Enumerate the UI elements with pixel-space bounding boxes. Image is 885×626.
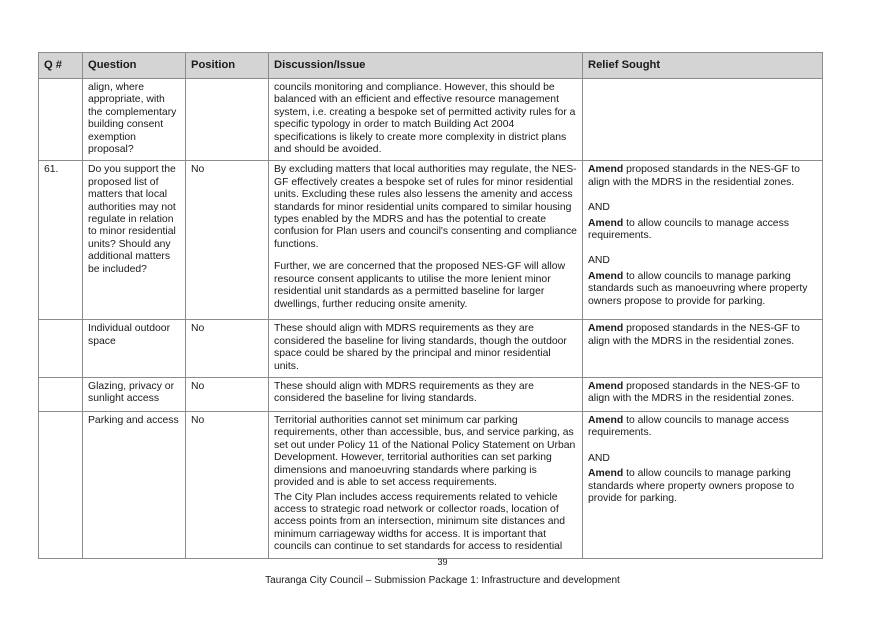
relief-item (588, 381, 817, 406)
cell-question: Parking and access (83, 412, 186, 558)
cell-q-number (39, 378, 83, 412)
cell-relief (583, 378, 823, 412)
discussion-paragraph: By excluding matters that local authorities may regulate, the NES-GF effectively creates a bespoke set of rules for minor residential units. Excluding these rules also lessens the amenity and access standards for minor residential units compared to similar housing types enabled by the MDRS and has the potential to create confusion for Plan users and council's consenting and compliance functions. (274, 164, 577, 250)
discussion-paragraph: These should align with MDRS requirements as they are considered the baseline for living standards, though the outdoor space could be shared by the principal and minor residential units. (274, 323, 567, 372)
relief-item (588, 164, 817, 189)
relief-and: AND (588, 202, 610, 214)
cell-question: Do you support the proposed list of matters that local authorities may not regulate in relation to minor residential units? Should any additional matters be included? (83, 161, 186, 320)
table-row (39, 320, 823, 378)
relief-text: to allow councils to manage access requirements. (588, 415, 789, 439)
cell-relief (583, 320, 823, 378)
relief-and: AND (588, 452, 610, 464)
relief-text: proposed standards in the NES-GF to align with the MDRS in the residential zones. (588, 164, 800, 188)
cell-question: Individual outdoor space (83, 320, 186, 378)
discussion-paragraph: The City Plan includes access requirements related to vehicle access to strategic road network or collector roads, location of access points from an intersection, minimum site distances and minimum carriageway widths for access. It is important that councils can continue to set standards for access to residential (274, 491, 566, 553)
relief-verb: Amend (588, 164, 624, 176)
page-number: 39 (437, 557, 448, 567)
relief-verb: Amend (588, 468, 624, 480)
cell-position: No (186, 161, 269, 320)
table-row (39, 161, 823, 320)
discussion-paragraph: councils monitoring and compliance. However, this should be balanced with an efficient and effective resource management system, i.e. creating a bespoke set of permitted activity rules for a specific typology in order to match Building Act 2004 specifications is likely to create more complexity in district plans and should be avoided. (274, 82, 576, 156)
cell-discussion (269, 378, 583, 412)
cell-q-number (39, 412, 83, 558)
relief-text: to allow councils to manage parking standards such as manoeuvring where property owners propose to provide for parking. (588, 270, 808, 307)
relief-text: proposed standards in the NES-GF to align with the MDRS in the residential zones. (588, 323, 800, 347)
table-header-row (39, 53, 823, 79)
table-row (39, 378, 823, 412)
page-footer: Tauranga City Council – Submission Package 1: Infrastructure and development (265, 575, 620, 586)
discussion-paragraph: These should align with MDRS requirements as they are considered the baseline for living standards. (274, 381, 534, 405)
cell-position (186, 79, 269, 161)
submission-table (38, 52, 823, 559)
cell-question: align, where appropriate, with the complementary building consent exemption proposal? (83, 79, 186, 161)
cell-position: No (186, 320, 269, 378)
relief-item (588, 323, 817, 348)
discussion-paragraph: Further, we are concerned that the proposed NES-GF will allow resource consent applicants to utilise the more lenient minor residential unit standards as a permitted baseline for larger dwellings, further reducing onsite amenity. (274, 261, 566, 310)
cell-discussion (269, 161, 583, 320)
table-row (39, 412, 823, 558)
relief-item (588, 271, 817, 308)
header-position: Position (186, 53, 269, 79)
relief-verb: Amend (588, 217, 624, 229)
discussion-paragraph: Territorial authorities cannot set minimum car parking requirements, other than accessible, bus, and service parking, as set out under Policy 11 of the National Policy Statement on Urban Development. However, territorial authorities can set parking dimensions and manoeuvring standards where parking is provided and is able to set access requirements. (274, 415, 576, 489)
cell-discussion (269, 320, 583, 378)
relief-item (588, 468, 817, 505)
cell-relief (583, 161, 823, 320)
relief-verb: Amend (588, 415, 624, 427)
relief-verb: Amend (588, 381, 624, 393)
relief-and: AND (588, 255, 610, 267)
header-discussion: Discussion/Issue (269, 53, 583, 79)
cell-position: No (186, 412, 269, 558)
header-q-number: Q # (39, 53, 83, 79)
cell-q-number: 61. (39, 161, 83, 320)
cell-position: No (186, 378, 269, 412)
relief-text: to allow councils to manage parking standards where property owners propose to provide for parking. (588, 468, 795, 505)
cell-relief (583, 412, 823, 558)
header-relief: Relief Sought (583, 53, 823, 79)
relief-text: to allow councils to manage access requirements. (588, 217, 789, 242)
cell-q-number (39, 320, 83, 378)
relief-text: proposed standards in the NES-GF to align with the MDRS in the residential zones. (588, 381, 800, 405)
cell-discussion (269, 412, 583, 558)
header-question: Question (83, 53, 186, 79)
cell-discussion (269, 79, 583, 161)
cell-relief (583, 79, 823, 161)
cell-question: Glazing, privacy or sunlight access (83, 378, 186, 412)
table-row (39, 79, 823, 161)
relief-verb: Amend (588, 270, 624, 282)
cell-q-number (39, 79, 83, 161)
relief-verb: Amend (588, 323, 624, 335)
relief-item (588, 415, 817, 440)
relief-item (588, 218, 817, 243)
